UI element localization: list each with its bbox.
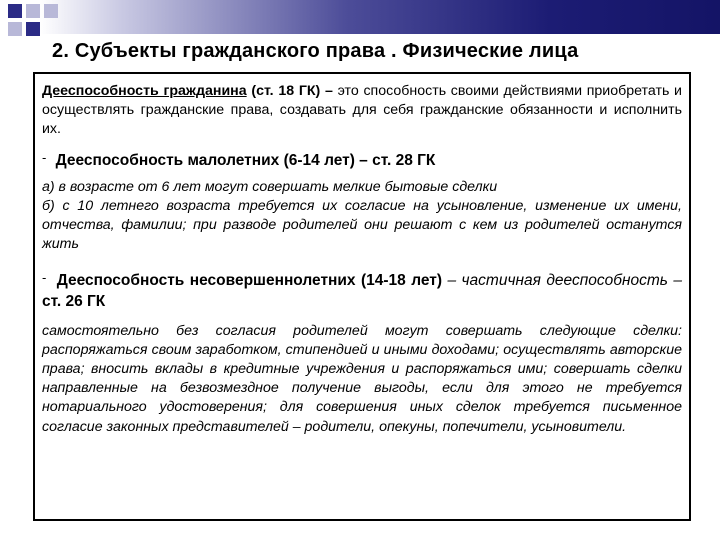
section2-heading: Дееспособность несовершеннолетних (14-18 лет) (56, 271, 443, 289)
section2-heading-line (42, 267, 682, 312)
section2-ref: ст. 26 ГК (42, 292, 106, 310)
decor-square (26, 22, 40, 36)
content-box (33, 72, 691, 521)
definition-ref: (ст. 18 ГК) – (251, 83, 333, 99)
definition-text: это способность своими действиями приобретать и осуществлять гражданские права, создавать для себя гражданские обязанности и исполнить их. (42, 83, 682, 138)
section2-dash: – (442, 271, 462, 289)
decor-square (26, 4, 40, 18)
decor-square (8, 22, 22, 36)
section1-heading: Дееспособность малолетних (6-14 лет) – ст. 28 ГК (55, 151, 436, 169)
section1-list (42, 178, 682, 255)
decor-square (8, 4, 22, 18)
section1-item-a: а) в возрасте от 6 лет могут совершать мелкие бытовые сделки (42, 178, 498, 195)
section1-heading-line (42, 148, 682, 170)
section2-text: самостоятельно без согласия родителей могут совершать следующие сделки: распоряжаться своим заработком, стипендией и иными доходами; осуществлять авторские права; вносить вклады в кредитные учреждения и распоряжаться ими; совершать сделки направленные на безвозмездное получение выгоды, если для этого не требуется нотариального удостоверения; для совершения иных сделок требуется письменное согласие законных представителей – родители, опекуны, попечители, усыновители. (42, 322, 682, 435)
section1-bullet: - (42, 149, 47, 165)
header-band (40, 0, 720, 34)
decor-square (44, 4, 58, 18)
section2-bullet: - (42, 269, 47, 285)
definition-term: Дееспособность гражданина (42, 83, 247, 99)
definition-paragraph (42, 82, 682, 140)
slide-title: 2. Субъекты гражданского права . Физические лица (52, 40, 579, 62)
section2-partial: частичная дееспособность – (461, 271, 682, 289)
section1-item-b: б) с 10 летнего возраста требуется их согласие на усыновление, изменение их имени, отчества, фамилии; при разводе родителей они решают с кем из родителей останутся жить (42, 198, 682, 253)
